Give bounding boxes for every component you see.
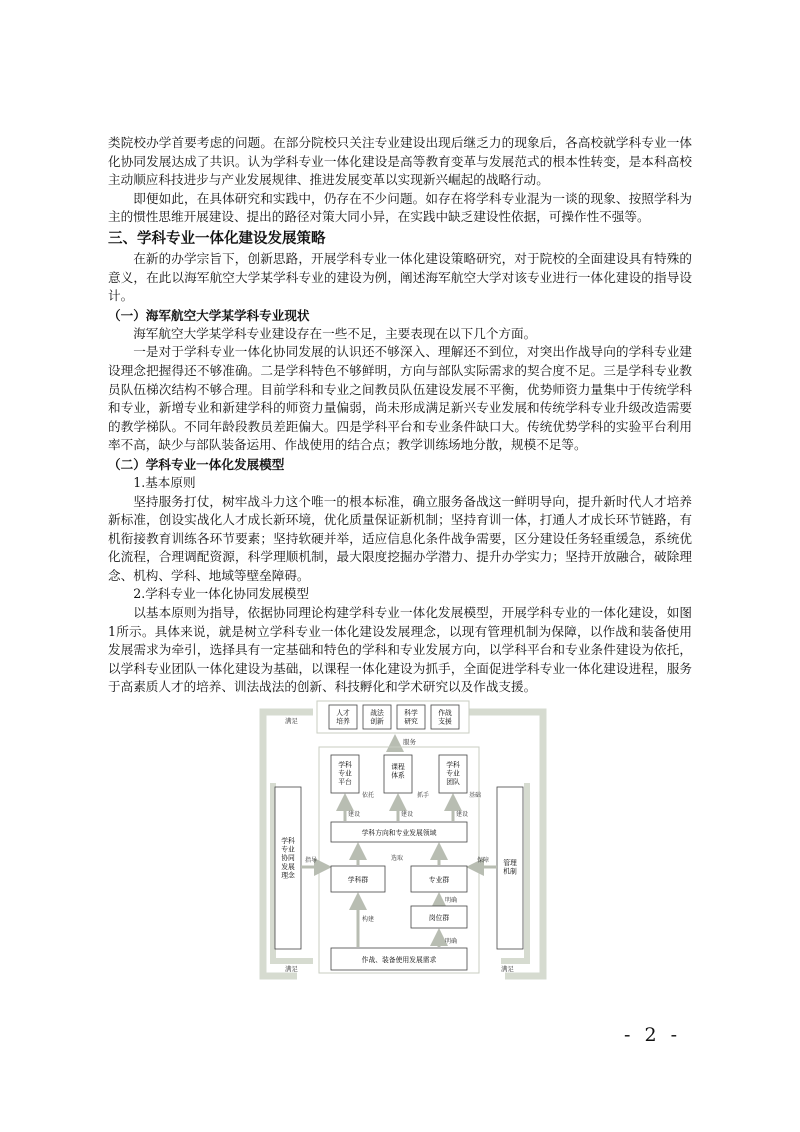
subsection-heading: （一）海军航空大学某学科专业现状 bbox=[108, 307, 310, 323]
label-clarify: 明确 bbox=[445, 938, 458, 945]
team-label: 学科专业团队 bbox=[446, 761, 460, 787]
label-select: 选取 bbox=[391, 855, 404, 862]
label-build: 建设 bbox=[401, 811, 414, 818]
paragraph: 类院校办学首要考虑的问题。在部分院校只关注专业建设出现后继乏力的现象后，各高校就学科专业一体化协同发展达成了共识。认为学科专业一体化建设是高等教育变革与发展范式的根本性转变，是本科高校主动顺应科技进步与产业发展规律、推进发展变革以实现新兴崛起的战略行动。 bbox=[108, 135, 692, 188]
major-group-label: 专业群 bbox=[428, 876, 450, 884]
label-guarantee: 保障 bbox=[477, 857, 490, 864]
output-label: 科学研究 bbox=[404, 709, 418, 726]
paragraph: 在新的办学宗旨下，创新思路，开展学科专业一体化建设策略研究，对于院校的全面建设具有特殊的意义，在此以海军航空大学某学科专业的建设为例，阐述海军航空大学对该专业进行一体化建设的指导设计。 bbox=[108, 250, 692, 304]
paragraph: 即便如此，在具体研究和实践中，仍存在不少问题。如存在将学科专业混为一谈的现象、按照学科为主的惯性思维开展建设、提出的路径对策大同小异，在实践中缺乏建设性依据，可操作性不强等。 bbox=[108, 190, 692, 225]
label-build: 建设 bbox=[348, 811, 361, 818]
section-heading: 三、学科专业一体化建设发展策略 bbox=[108, 230, 326, 247]
label-basis: 基础 bbox=[469, 792, 482, 799]
paragraph: 坚持服务打仗，树牢战斗力这个唯一的根本标准，确立服务备战这一鲜明导向，提升新时代人才培养新标准，创设实战化人才成长新环境，优化质量保证新机制；坚持育训一体，打通人才成长环节链路，有机衔接教育训练各环节要素；坚持软硬并举，适应信息化条件战争需要，区分建设任务轻重缓急，系统优化流程，合理调配资源，科学理顺机制，最大限度挖掘办学潜力、提升办学实力；坚持开放融合，破除理念、机构、学科、地域等壁垒障碍。 bbox=[108, 493, 692, 583]
label-clarify: 明确 bbox=[445, 897, 458, 904]
label-guide: 指导 bbox=[305, 857, 318, 864]
item-heading: 2.学科专业一体化协同发展模型 bbox=[133, 586, 309, 602]
label-service: 服务 bbox=[403, 738, 416, 746]
output-label: 作战支援 bbox=[438, 709, 452, 726]
concept-label: 学科专业协同发展理念 bbox=[281, 837, 295, 880]
platform-label: 学科专业平台 bbox=[338, 761, 352, 787]
label-grasp: 抓手 bbox=[417, 792, 430, 799]
item-heading: 1.基本原则 bbox=[133, 474, 196, 490]
post-group-label: 岗位群 bbox=[428, 914, 450, 922]
demand-label: 作战、装备使用发展需求 bbox=[361, 956, 437, 964]
domain-label: 学科方向和专业发展领域 bbox=[361, 829, 437, 837]
mechanism-label: 管理机制 bbox=[503, 859, 517, 876]
figure-1-diagram bbox=[255, 699, 550, 985]
label-satisfy-left: 满足 bbox=[285, 965, 298, 973]
courses-label: 课程体系 bbox=[391, 763, 405, 780]
output-label: 战法创新 bbox=[370, 709, 384, 726]
label-build: 建设 bbox=[456, 811, 469, 818]
output-label: 人才培养 bbox=[336, 709, 350, 726]
page-number: - 2 - bbox=[624, 1024, 682, 1046]
label-satisfy-right: 满足 bbox=[501, 965, 514, 973]
label-satisfy-top: 满足 bbox=[285, 717, 298, 725]
paragraph: 海军航空大学某学科专业建设存在一些不足，主要表现在以下几个方面。 bbox=[133, 325, 537, 341]
paragraph: 一是对于学科专业一体化协同发展的认识还不够深入、理解还不到位，对突出作战导向的学科专业建设理念把握得还不够准确。二是学科特色不够鲜明，方向与部队实际需求的契合度不足。三是学科专业教员队伍梯次结构不够合理。目前学科和专业之间教员队伍建设发展不平衡，优势师资力量集中于传统学科和专业，新增专业和新建学科的师资力量偏弱，尚未形成满足新兴专业发展和传统学科专业升级改造需要的教学梯队。不同年龄段教员差距偏大。四是学科平台和专业条件缺口大。传统优势学科的实验平台利用率不高，缺少与部队装备运用、作战使用的结合点；教学训练场地分散，规模不足等。 bbox=[108, 344, 692, 453]
subsection-heading: （二）学科专业一体化发展模型 bbox=[108, 456, 285, 472]
label-rely: 依托 bbox=[362, 792, 375, 799]
discipline-group-label: 学科群 bbox=[347, 876, 369, 884]
body-text bbox=[108, 134, 692, 697]
label-construct: 构建 bbox=[362, 916, 375, 923]
paragraph: 以基本原则为指导，依据协同理论构建学科专业一体化发展模型，开展学科专业的一体化建设，如图1所示。具体来说，就是树立学科专业一体化建设发展理念，以现有管理机制为保障，以作战和装备使用发展需求为牵引，选择具有一定基础和特色的学科和专业发展方向，以学科平台和专业条件建设为依托，以学科专业团队一体化建设为基础，以课程一体化建设为抓手，全面促进学科专业一体化建设进程，服务于高素质人才的培养、训法战法的创新、科技孵化和学术研究以及作战支援。 bbox=[108, 605, 692, 695]
